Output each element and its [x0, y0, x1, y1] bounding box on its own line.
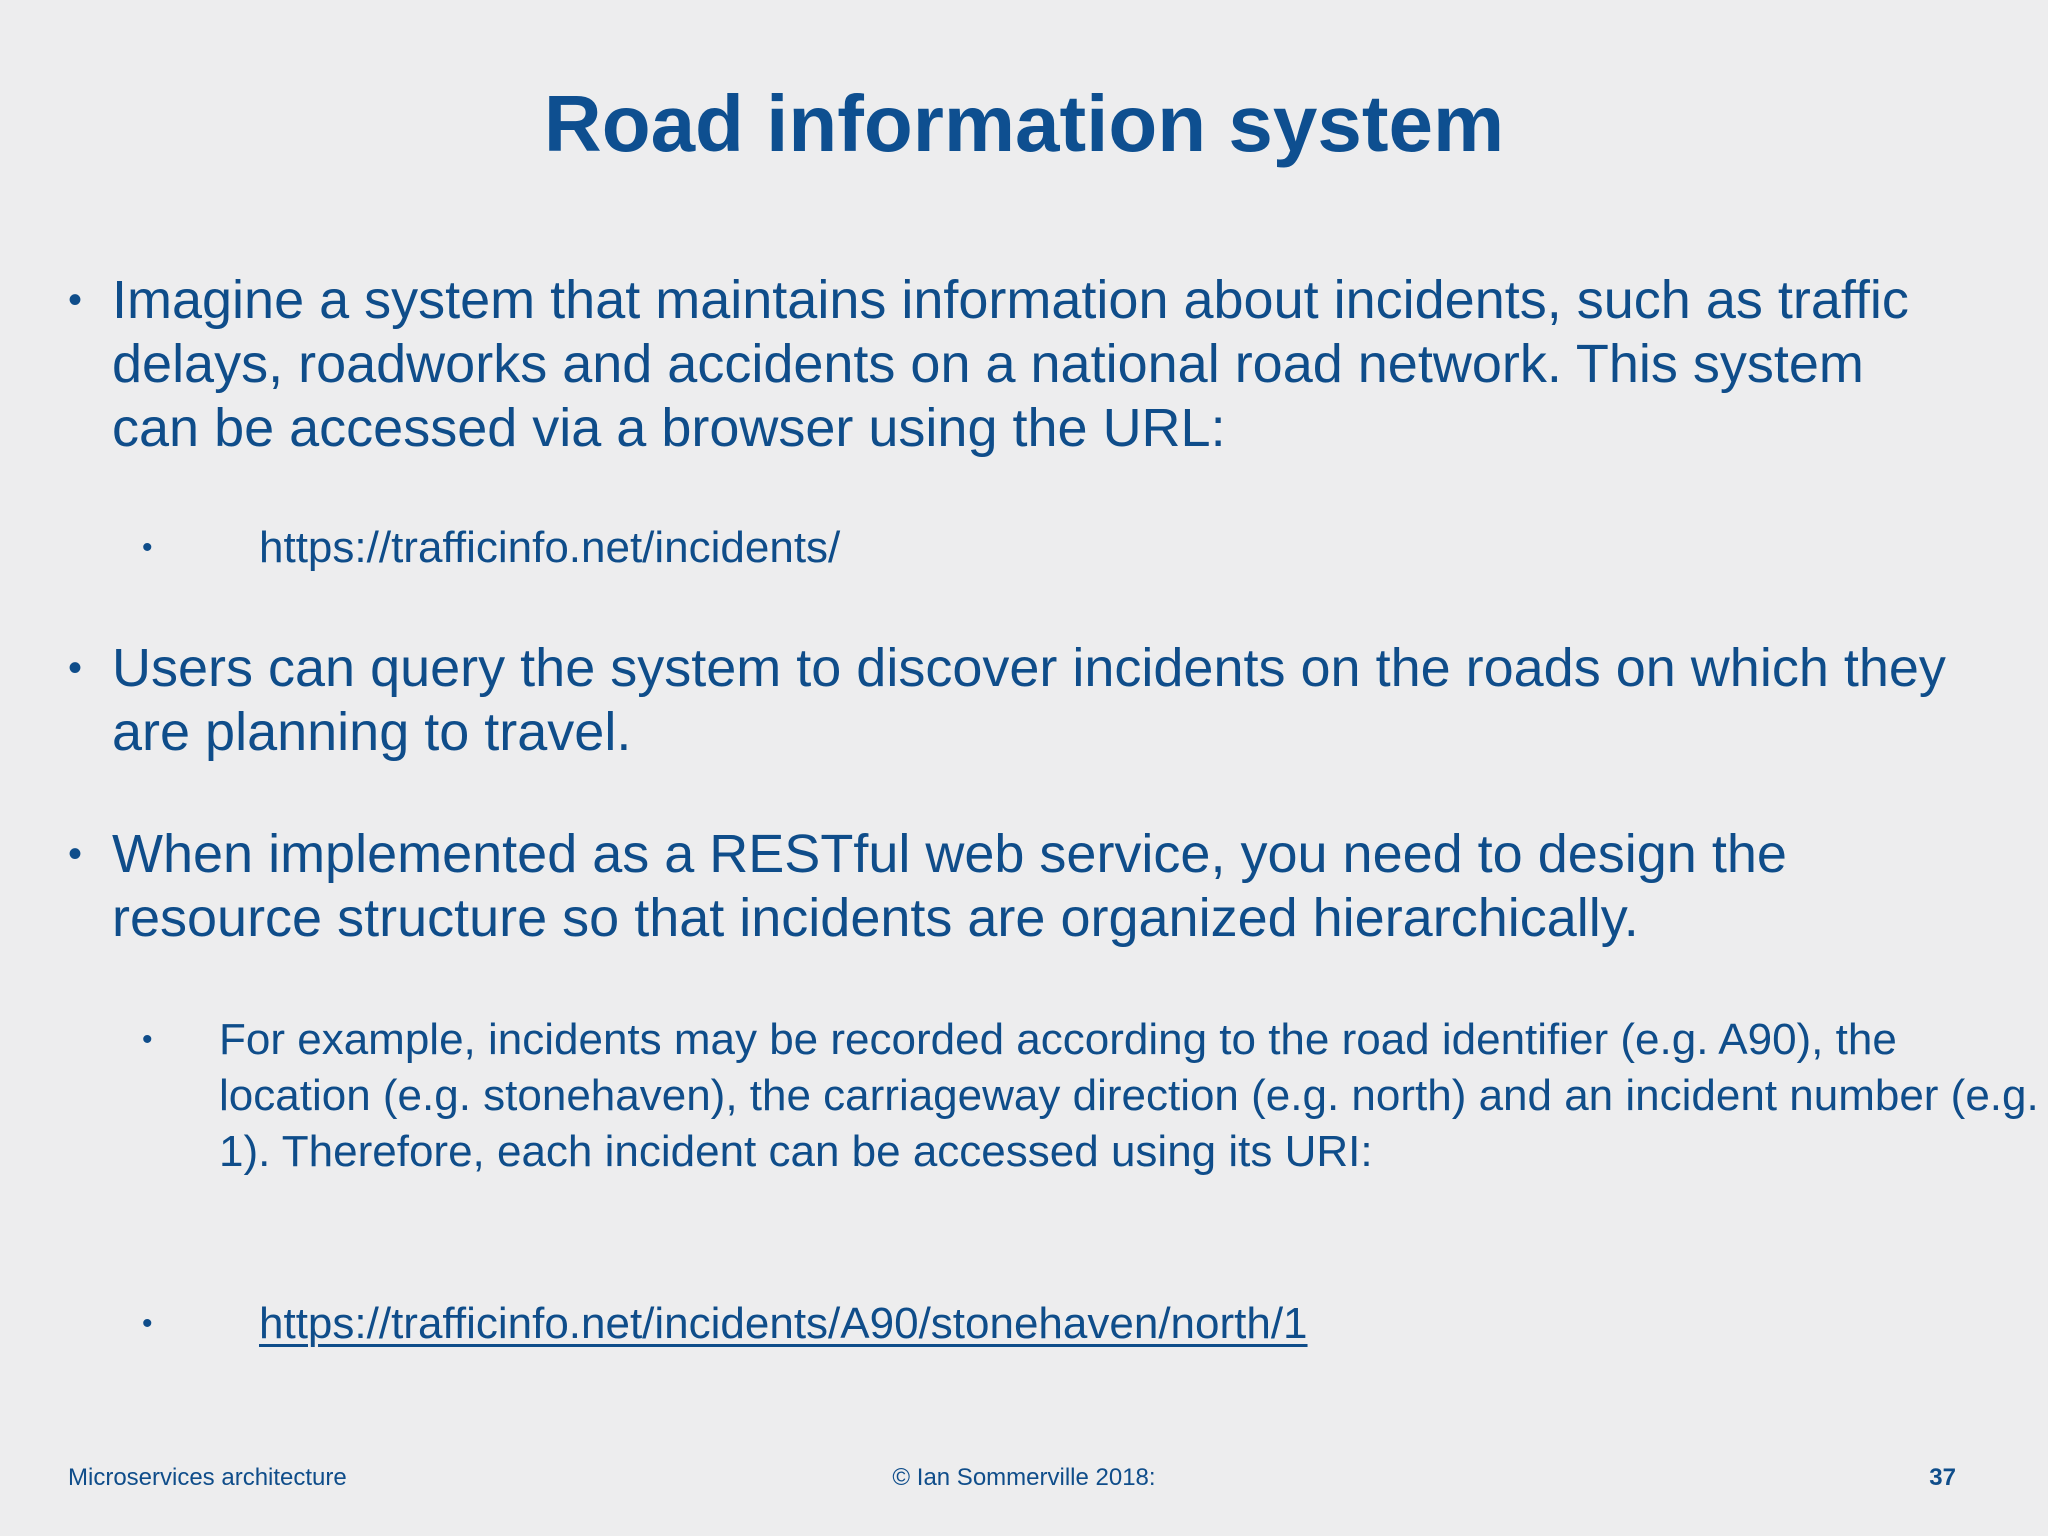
slide-title: Road information system	[543, 79, 1505, 168]
sub-bullet-dot: •	[142, 1023, 153, 1056]
bullet-dot: •	[68, 646, 83, 690]
bullet-dot: •	[68, 278, 83, 322]
footer-course-title: Microservices architecture	[68, 1464, 347, 1491]
bullet-3-text: When implemented as a RESTful web service, you need to design the resource structure so that incidents are organized hierarchically.	[112, 824, 1787, 948]
bullet-2-text: Users can query the system to discover incidents on the roads on which they are planning to travel.	[112, 638, 1946, 762]
bullet-1-text: Imagine a system that maintains information about incidents, such as traffic delays, roadworks and accidents on a national road network. This system can be accessed via a browser using the URL:	[112, 270, 1909, 458]
page-number: 37	[1929, 1464, 1956, 1491]
sub-bullet-dot: •	[142, 531, 153, 564]
example-text: For example, incidents may be recorded according to the road identifier (e.g. A90), the location (e.g. stonehaven), the carriageway direction (e.g. north) and an incident number (e.g. 1). Therefore, each incident can be accessed using its URI:	[219, 1015, 2039, 1176]
incidents-url: https://trafficinfo.net/incidents/	[259, 523, 841, 572]
footer-copyright: © Ian Sommerville 2018:	[892, 1464, 1156, 1491]
bullet-dot: •	[68, 832, 83, 876]
incident-uri-link[interactable]: https://trafficinfo.net/incidents/A90/stonehaven/north/1	[259, 1299, 1308, 1348]
sub-bullet-dot: •	[142, 1307, 153, 1340]
